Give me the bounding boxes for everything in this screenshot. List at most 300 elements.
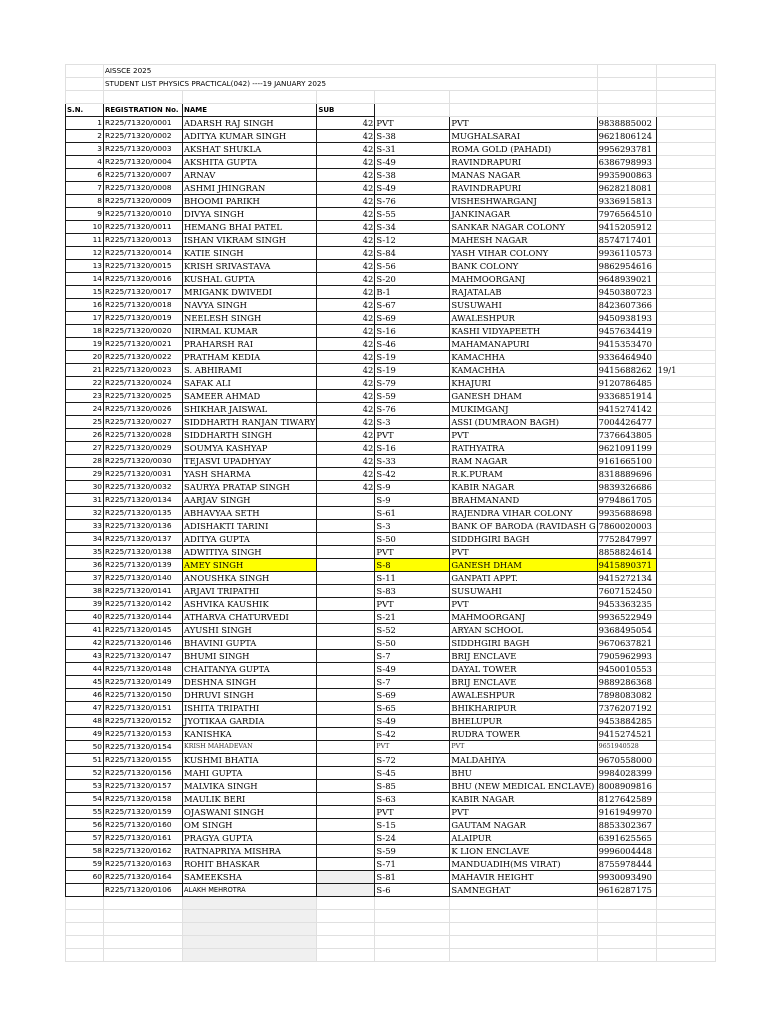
cell-sub[interactable]: 42 (317, 325, 375, 338)
cell-location[interactable]: YASH VIHAR COLONY (450, 247, 597, 260)
cell-sn[interactable]: 10 (66, 221, 104, 234)
cell-phone[interactable]: 7376643805 (597, 429, 656, 442)
cell-section[interactable]: S-6 (375, 884, 450, 897)
cell-sn[interactable]: 14 (66, 273, 104, 286)
cell-registration[interactable]: R225/71320/0017 (104, 286, 183, 299)
cell-location[interactable]: MANDUADIH(MS VIRAT) (450, 858, 597, 871)
cell-section[interactable]: S-79 (375, 377, 450, 390)
cell-location[interactable]: ROMA GOLD (PAHADI) (450, 143, 597, 156)
cell-sub[interactable]: 42 (317, 208, 375, 221)
cell-phone[interactable]: 6391625565 (597, 832, 656, 845)
cell-sn[interactable]: 6 (66, 169, 104, 182)
cell-section[interactable]: S-81 (375, 871, 450, 884)
cell-empty[interactable] (656, 676, 715, 689)
cell-registration[interactable]: R225/71320/0154 (104, 741, 183, 754)
cell-sn[interactable]: 2 (66, 130, 104, 143)
cell-name[interactable]: ALAKH MEHROTRA (183, 884, 317, 897)
cell-empty[interactable] (656, 520, 715, 533)
cell-name[interactable]: ADWITIYA SINGH (183, 546, 317, 559)
cell-location[interactable]: MALDAHIYA (450, 754, 597, 767)
cell-name[interactable]: MAHI GUPTA (183, 767, 317, 780)
cell-empty[interactable] (375, 923, 450, 936)
cell-registration[interactable]: R225/71320/0142 (104, 598, 183, 611)
cell-phone[interactable]: 9336464940 (597, 351, 656, 364)
cell-name[interactable]: AARJAV SINGH (183, 494, 317, 507)
cell-registration[interactable]: R225/71320/0014 (104, 247, 183, 260)
cell-empty[interactable] (597, 897, 656, 910)
cell-sub[interactable]: 42 (317, 442, 375, 455)
cell-sub[interactable]: 42 (317, 234, 375, 247)
header-registration[interactable]: REGISTRATION No. (104, 104, 183, 117)
cell-name[interactable]: S. ABHIRAMI (183, 364, 317, 377)
cell-phone[interactable]: 8318889696 (597, 468, 656, 481)
cell-section[interactable]: S-24 (375, 832, 450, 845)
cell-empty[interactable] (656, 338, 715, 351)
cell-name[interactable]: SOUMYA KASHYAP (183, 442, 317, 455)
cell-empty[interactable] (66, 78, 104, 91)
cell-phone[interactable]: 9415274142 (597, 403, 656, 416)
cell-location[interactable]: GANESH DHAM (450, 390, 597, 403)
cell-empty[interactable] (656, 624, 715, 637)
cell-empty[interactable] (656, 468, 715, 481)
cell-location[interactable]: BRIJ ENCLAVE (450, 650, 597, 663)
cell-section[interactable]: S-65 (375, 702, 450, 715)
cell-registration[interactable]: R225/71320/0106 (104, 884, 183, 897)
cell-name[interactable]: SAFAK ALI (183, 377, 317, 390)
cell-empty[interactable] (656, 416, 715, 429)
cell-section[interactable]: S-49 (375, 715, 450, 728)
cell-name[interactable]: KUSHAL GUPTA (183, 273, 317, 286)
cell-location[interactable]: VISHESHWARGANJ (450, 195, 597, 208)
cell-empty[interactable] (450, 897, 597, 910)
cell-sn[interactable]: 12 (66, 247, 104, 260)
cell-sn[interactable]: 27 (66, 442, 104, 455)
cell-sub[interactable]: 42 (317, 377, 375, 390)
cell-empty[interactable] (656, 884, 715, 897)
cell-section[interactable]: S-7 (375, 676, 450, 689)
cell-sub[interactable] (317, 520, 375, 533)
cell-empty[interactable] (656, 390, 715, 403)
cell-empty[interactable] (656, 572, 715, 585)
cell-name[interactable]: ROHIT BHASKAR (183, 858, 317, 871)
cell-empty[interactable] (656, 377, 715, 390)
cell-sub[interactable]: 42 (317, 273, 375, 286)
cell-location[interactable]: ARYAN SCHOOL (450, 624, 597, 637)
cell-empty[interactable] (656, 559, 715, 572)
cell-name[interactable]: ASHVIKA KAUSHIK (183, 598, 317, 611)
cell-section[interactable]: PVT (375, 741, 450, 754)
cell-registration[interactable]: R225/71320/0013 (104, 234, 183, 247)
cell-name[interactable]: ARNAV (183, 169, 317, 182)
cell-registration[interactable]: R225/71320/0145 (104, 624, 183, 637)
cell-sub[interactable] (317, 624, 375, 637)
cell-name[interactable]: ADITYA KUMAR SINGH (183, 130, 317, 143)
cell-registration[interactable]: R225/71320/0003 (104, 143, 183, 156)
cell-location[interactable]: BHELUPUR (450, 715, 597, 728)
cell-location[interactable]: BHU (NEW MEDICAL ENCLAVE) (450, 780, 597, 793)
cell-empty[interactable] (656, 325, 715, 338)
cell-location[interactable]: BANK COLONY (450, 260, 597, 273)
cell-sub[interactable]: 42 (317, 260, 375, 273)
cell-name[interactable]: OJASWANI SINGH (183, 806, 317, 819)
cell-sn[interactable]: 45 (66, 676, 104, 689)
cell-phone[interactable]: 9453363235 (597, 598, 656, 611)
cell-empty[interactable] (656, 351, 715, 364)
cell-section[interactable]: S-31 (375, 143, 450, 156)
cell-empty[interactable] (656, 117, 715, 130)
cell-location[interactable]: MAHAMANAPURI (450, 338, 597, 351)
cell-sn[interactable]: 31 (66, 494, 104, 507)
cell-registration[interactable]: R225/71320/0031 (104, 468, 183, 481)
cell-phone[interactable]: 6386798993 (597, 156, 656, 169)
header-name[interactable]: NAME (183, 104, 317, 117)
cell-location[interactable]: SUSUWAHI (450, 585, 597, 598)
cell-location[interactable]: PVT (450, 429, 597, 442)
cell-sn[interactable]: 42 (66, 637, 104, 650)
cell-registration[interactable]: R225/71320/0151 (104, 702, 183, 715)
cell-section[interactable]: S-8 (375, 559, 450, 572)
cell-sn[interactable]: 20 (66, 351, 104, 364)
cell-section[interactable]: S-20 (375, 273, 450, 286)
cell-empty[interactable] (656, 533, 715, 546)
cell-name[interactable]: ADITYA GUPTA (183, 533, 317, 546)
cell-name[interactable]: SAURYA PRATAP SINGH (183, 481, 317, 494)
cell-phone[interactable]: 8853302367 (597, 819, 656, 832)
cell-empty[interactable] (104, 897, 183, 910)
cell-sub[interactable]: 42 (317, 156, 375, 169)
cell-section[interactable]: S-52 (375, 624, 450, 637)
cell-sn[interactable]: 1 (66, 117, 104, 130)
cell-name[interactable]: KRISH MAHADEVAN (183, 741, 317, 754)
cell-empty[interactable] (656, 910, 715, 923)
cell-phone[interactable]: 9651940528 (597, 741, 656, 754)
cell-name[interactable]: TEJASVI UPADHYAY (183, 455, 317, 468)
cell-registration[interactable]: R225/71320/0162 (104, 845, 183, 858)
cell-sn[interactable]: 52 (66, 767, 104, 780)
cell-sub[interactable] (317, 650, 375, 663)
cell-location[interactable]: PVT (450, 598, 597, 611)
cell-name[interactable]: ATHARVA CHATURVEDI (183, 611, 317, 624)
cell-registration[interactable]: R225/71320/0164 (104, 871, 183, 884)
cell-registration[interactable]: R225/71320/0015 (104, 260, 183, 273)
cell-location[interactable]: PVT (450, 741, 597, 754)
cell-section[interactable]: S-61 (375, 507, 450, 520)
cell-section[interactable]: S-46 (375, 338, 450, 351)
cell-section[interactable]: S-3 (375, 520, 450, 533)
cell-empty[interactable] (656, 793, 715, 806)
cell-empty[interactable] (656, 143, 715, 156)
cell-sn[interactable]: 8 (66, 195, 104, 208)
cell-sn[interactable] (66, 884, 104, 897)
cell-sn[interactable]: 49 (66, 728, 104, 741)
cell-phone[interactable]: 9889286368 (597, 676, 656, 689)
cell-sub[interactable]: 42 (317, 143, 375, 156)
cell-sub[interactable] (317, 598, 375, 611)
cell-sn[interactable]: 54 (66, 793, 104, 806)
cell-phone[interactable]: 9984028399 (597, 767, 656, 780)
cell-section[interactable]: S-49 (375, 182, 450, 195)
cell-empty[interactable] (656, 507, 715, 520)
cell-empty[interactable] (656, 312, 715, 325)
cell-registration[interactable]: R225/71320/0153 (104, 728, 183, 741)
cell-phone[interactable]: 9862954616 (597, 260, 656, 273)
cell-sn[interactable]: 3 (66, 143, 104, 156)
cell-empty[interactable] (183, 923, 317, 936)
cell-name[interactable]: CHAITANYA GUPTA (183, 663, 317, 676)
cell-sub[interactable]: 42 (317, 338, 375, 351)
cell-sub[interactable] (317, 728, 375, 741)
cell-empty[interactable] (656, 481, 715, 494)
cell-phone[interactable]: 9670558000 (597, 754, 656, 767)
cell-sn[interactable]: 23 (66, 390, 104, 403)
cell-section[interactable]: S-9 (375, 481, 450, 494)
cell-sub[interactable] (317, 572, 375, 585)
cell-location[interactable]: MAHESH NAGAR (450, 234, 597, 247)
cell-registration[interactable]: R225/71320/0146 (104, 637, 183, 650)
cell-sub[interactable]: 42 (317, 169, 375, 182)
cell-empty[interactable] (104, 910, 183, 923)
cell-name[interactable]: SIDDHARTH SINGH (183, 429, 317, 442)
cell-registration[interactable]: R225/71320/0136 (104, 520, 183, 533)
cell-phone[interactable]: 7376207192 (597, 702, 656, 715)
cell-empty[interactable] (656, 767, 715, 780)
cell-registration[interactable]: R225/71320/0135 (104, 507, 183, 520)
cell-location[interactable]: BHIKHARIPUR (450, 702, 597, 715)
cell-empty[interactable] (656, 403, 715, 416)
cell-section[interactable]: S-63 (375, 793, 450, 806)
cell-empty[interactable] (66, 949, 104, 962)
cell-sn[interactable]: 39 (66, 598, 104, 611)
cell-sn[interactable]: 18 (66, 325, 104, 338)
cell-location[interactable]: BHU (450, 767, 597, 780)
cell-empty[interactable] (375, 91, 450, 104)
cell-registration[interactable]: R225/71320/0141 (104, 585, 183, 598)
cell-phone[interactable]: 9161665100 (597, 455, 656, 468)
cell-location[interactable]: SANKAR NAGAR COLONY (450, 221, 597, 234)
cell-phone[interactable]: 7898083082 (597, 689, 656, 702)
cell-location[interactable]: ALAIPUR (450, 832, 597, 845)
cell-phone[interactable]: 9120786485 (597, 377, 656, 390)
cell-registration[interactable]: R225/71320/0152 (104, 715, 183, 728)
cell-empty[interactable] (597, 91, 656, 104)
cell-empty[interactable] (317, 910, 375, 923)
cell-empty[interactable] (450, 104, 597, 117)
cell-sub[interactable] (317, 611, 375, 624)
cell-phone[interactable]: 9415272134 (597, 572, 656, 585)
cell-sn[interactable]: 47 (66, 702, 104, 715)
cell-section[interactable]: PVT (375, 598, 450, 611)
cell-sub[interactable] (317, 780, 375, 793)
cell-phone[interactable]: 8755978444 (597, 858, 656, 871)
cell-registration[interactable]: R225/71320/0024 (104, 377, 183, 390)
cell-section[interactable]: S-34 (375, 221, 450, 234)
cell-location[interactable]: SIDDHGIRI BAGH (450, 533, 597, 546)
header-sn[interactable]: S.N. (66, 104, 104, 117)
cell-registration[interactable]: R225/71320/0019 (104, 312, 183, 325)
cell-registration[interactable]: R225/71320/0007 (104, 169, 183, 182)
cell-empty[interactable] (656, 455, 715, 468)
cell-location[interactable]: RAJENDRA VIHAR COLONY (450, 507, 597, 520)
cell-sub[interactable] (317, 676, 375, 689)
cell-location[interactable]: BANK OF BARODA (RAVIDASH G (451, 521, 596, 531)
cell-section[interactable]: S-83 (375, 585, 450, 598)
cell-empty[interactable] (656, 728, 715, 741)
cell-sn[interactable]: 57 (66, 832, 104, 845)
cell-sn[interactable]: 19 (66, 338, 104, 351)
cell-sub[interactable]: 42 (317, 182, 375, 195)
cell-empty[interactable] (656, 156, 715, 169)
cell-sn[interactable]: 60 (66, 871, 104, 884)
cell-note[interactable]: 19/1 (656, 364, 715, 377)
cell-registration[interactable]: R225/71320/0147 (104, 650, 183, 663)
cell-sub[interactable] (317, 559, 375, 572)
cell-section[interactable]: S-71 (375, 858, 450, 871)
cell-name[interactable]: KATIE SINGH (183, 247, 317, 260)
cell-sn[interactable]: 43 (66, 650, 104, 663)
cell-name[interactable]: ADARSH RAJ SINGH (183, 117, 317, 130)
cell-registration[interactable]: R225/71320/0028 (104, 429, 183, 442)
cell-phone[interactable]: 9450380723 (597, 286, 656, 299)
cell-sub[interactable] (317, 546, 375, 559)
cell-phone[interactable]: 9453884285 (597, 715, 656, 728)
cell-registration[interactable]: R225/71320/0009 (104, 195, 183, 208)
cell-section[interactable]: S-50 (375, 637, 450, 650)
cell-sub[interactable] (317, 689, 375, 702)
cell-sn[interactable]: 32 (66, 507, 104, 520)
cell-registration[interactable]: R225/71320/0134 (104, 494, 183, 507)
cell-sub[interactable] (317, 741, 375, 754)
cell-empty[interactable] (656, 182, 715, 195)
cell-name[interactable]: NAVYA SINGH (183, 299, 317, 312)
cell-phone[interactable]: 9415353470 (597, 338, 656, 351)
cell-name[interactable]: AKSHITA GUPTA (183, 156, 317, 169)
cell-sub[interactable]: 42 (317, 403, 375, 416)
cell-section[interactable]: S-15 (375, 819, 450, 832)
cell-name[interactable]: AKSHAT SHUKLA (183, 143, 317, 156)
cell-phone[interactable]: 9670637821 (597, 637, 656, 650)
cell-phone[interactable]: 9450010553 (597, 663, 656, 676)
cell-empty[interactable] (183, 936, 317, 949)
cell-sub[interactable] (317, 715, 375, 728)
cell-sub[interactable]: 42 (317, 364, 375, 377)
cell-registration[interactable]: R225/71320/0161 (104, 832, 183, 845)
cell-phone[interactable]: 9839326686 (597, 481, 656, 494)
cell-registration[interactable]: R225/71320/0004 (104, 156, 183, 169)
cell-location[interactable]: JANKINAGAR (450, 208, 597, 221)
cell-sn[interactable]: 24 (66, 403, 104, 416)
cell-phone[interactable]: 9415688262 (597, 364, 656, 377)
cell-phone[interactable]: 9628218081 (597, 182, 656, 195)
cell-empty[interactable] (450, 936, 597, 949)
cell-sn[interactable]: 51 (66, 754, 104, 767)
cell-sn[interactable]: 16 (66, 299, 104, 312)
cell-sn[interactable]: 48 (66, 715, 104, 728)
cell-sn[interactable]: 44 (66, 663, 104, 676)
cell-section[interactable]: S-42 (375, 468, 450, 481)
cell-empty[interactable] (104, 91, 183, 104)
cell-empty[interactable] (317, 936, 375, 949)
cell-section[interactable]: S-16 (375, 442, 450, 455)
cell-phone[interactable]: 8423607366 (597, 299, 656, 312)
cell-phone[interactable]: 9936110573 (597, 247, 656, 260)
cell-section[interactable]: S-11 (375, 572, 450, 585)
cell-location[interactable]: SIDDHGIRI BAGH (450, 637, 597, 650)
cell-name[interactable]: RATNAPRIYA MISHRA (183, 845, 317, 858)
cell-empty[interactable] (597, 65, 656, 78)
cell-phone[interactable]: 9450938193 (597, 312, 656, 325)
cell-sn[interactable]: 59 (66, 858, 104, 871)
cell-sn[interactable]: 38 (66, 585, 104, 598)
cell-registration[interactable]: R225/71320/0010 (104, 208, 183, 221)
cell-registration[interactable]: R225/71320/0021 (104, 338, 183, 351)
cell-registration[interactable]: R225/71320/0137 (104, 533, 183, 546)
cell-name[interactable]: PRATHAM KEDIA (183, 351, 317, 364)
cell-empty[interactable] (656, 78, 715, 91)
cell-sub[interactable]: 42 (317, 468, 375, 481)
cell-name[interactable]: MALVIKA SINGH (183, 780, 317, 793)
cell-empty[interactable] (656, 715, 715, 728)
cell-empty[interactable] (656, 871, 715, 884)
cell-phone[interactable]: 9621806124 (597, 130, 656, 143)
cell-section[interactable]: S-49 (375, 156, 450, 169)
cell-empty[interactable] (66, 910, 104, 923)
cell-phone[interactable]: 7976564510 (597, 208, 656, 221)
cell-sub[interactable] (317, 858, 375, 871)
cell-sub[interactable] (317, 754, 375, 767)
cell-sub[interactable]: 42 (317, 481, 375, 494)
cell-empty[interactable] (656, 832, 715, 845)
cell-phone[interactable]: 8127642589 (597, 793, 656, 806)
cell-name[interactable]: YASH SHARMA (183, 468, 317, 481)
cell-location[interactable]: MAHMOORGANJ (450, 611, 597, 624)
cell-section[interactable]: S-9 (375, 494, 450, 507)
cell-empty[interactable] (597, 104, 656, 117)
cell-registration[interactable]: R225/71320/0144 (104, 611, 183, 624)
cell-section[interactable]: B-1 (375, 286, 450, 299)
cell-phone[interactable]: 9161949970 (597, 806, 656, 819)
cell-phone[interactable]: 7860020003 (597, 520, 656, 533)
cell-registration[interactable]: R225/71320/0150 (104, 689, 183, 702)
cell-location[interactable]: BRIJ ENCLAVE (450, 676, 597, 689)
cell-empty[interactable] (656, 650, 715, 663)
cell-empty[interactable] (656, 130, 715, 143)
cell-empty[interactable] (656, 247, 715, 260)
cell-section[interactable]: S-12 (375, 234, 450, 247)
cell-sub[interactable]: 42 (317, 117, 375, 130)
cell-location[interactable]: KHAJURI (450, 377, 597, 390)
cell-phone[interactable]: 8858824614 (597, 546, 656, 559)
cell-sub[interactable]: 42 (317, 455, 375, 468)
cell-sn[interactable]: 36 (66, 559, 104, 572)
cell-sub[interactable]: 42 (317, 130, 375, 143)
cell-phone[interactable]: 7607152450 (597, 585, 656, 598)
cell-location[interactable]: GANPATI APPT. (450, 572, 597, 585)
cell-phone[interactable]: 9956293781 (597, 143, 656, 156)
cell-empty[interactable] (375, 936, 450, 949)
cell-name[interactable]: HEMANG BHAI PATEL (183, 221, 317, 234)
cell-registration[interactable]: R225/71320/0025 (104, 390, 183, 403)
cell-phone[interactable]: 9621091199 (597, 442, 656, 455)
cell-empty[interactable] (104, 936, 183, 949)
cell-location[interactable]: BRAHMANAND (450, 494, 597, 507)
cell-section[interactable]: S-38 (375, 169, 450, 182)
cell-name[interactable]: DHRUVI SINGH (183, 689, 317, 702)
cell-sub[interactable]: 42 (317, 299, 375, 312)
cell-sn[interactable]: 30 (66, 481, 104, 494)
cell-empty[interactable] (656, 286, 715, 299)
cell-sub[interactable]: 42 (317, 416, 375, 429)
cell-sn[interactable]: 9 (66, 208, 104, 221)
